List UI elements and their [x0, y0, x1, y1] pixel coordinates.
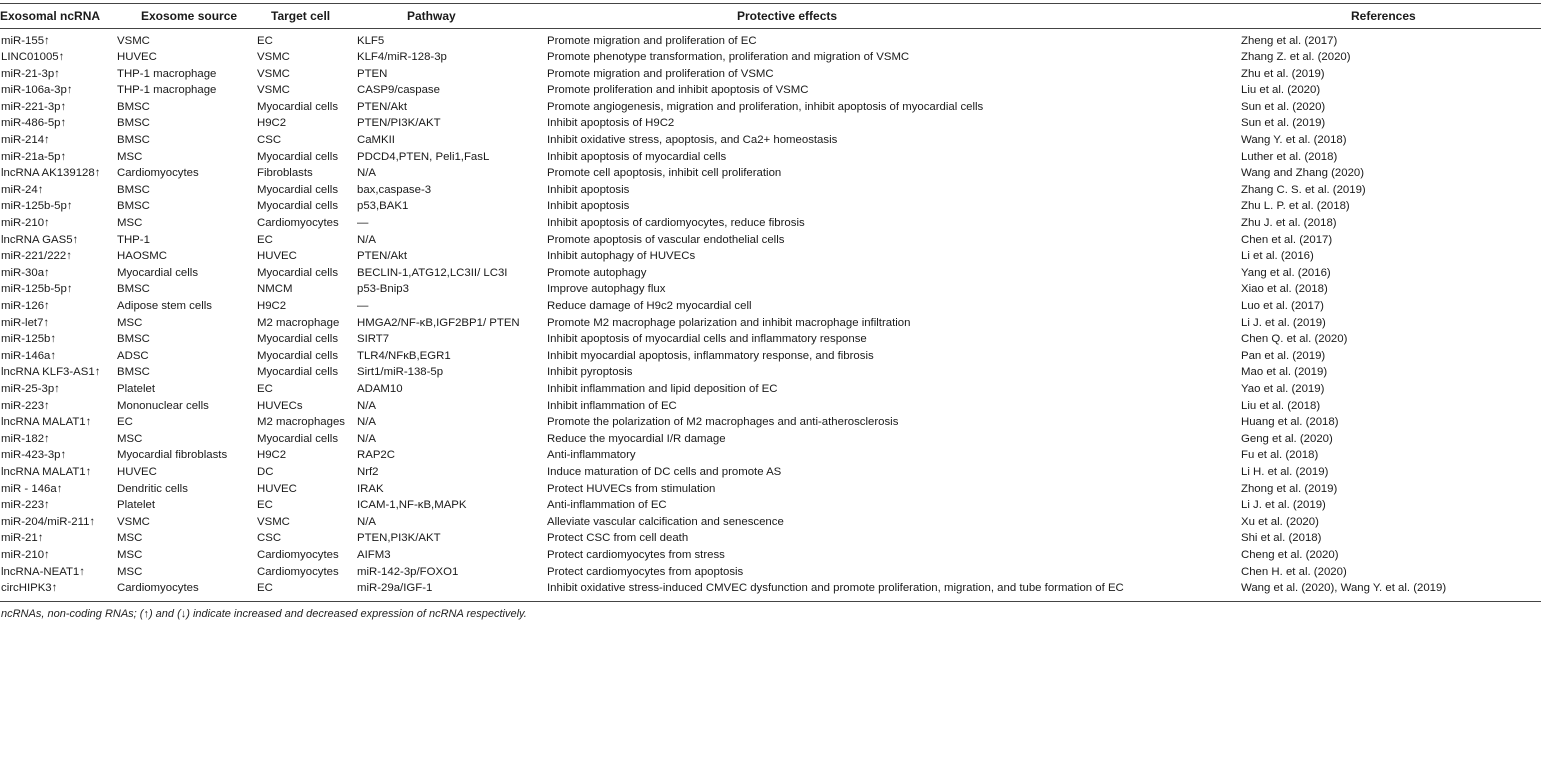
pathway-cell: CASP9/caspase	[357, 84, 440, 97]
target-cell: H9C2	[257, 449, 287, 462]
target-cell: EC	[257, 499, 273, 512]
effects-cell: Anti-inflammation of EC	[547, 499, 667, 512]
pathway-cell: N/A	[357, 233, 376, 246]
pathway-cell: PDCD4,PTEN, Peli1,FasL	[357, 150, 490, 163]
source-cell: Platelet	[117, 499, 155, 512]
source-cell: BMSC	[117, 366, 150, 379]
effects-cell: Inhibit inflammation and lipid deposition of EC	[547, 382, 778, 395]
table-row	[0, 249, 1541, 266]
target-cell: VSMC	[257, 515, 290, 528]
reference-cell: Geng et al. (2020)	[1241, 432, 1333, 445]
ncrna-cell: miR-182↑	[1, 432, 50, 445]
pathway-cell: N/A	[357, 167, 376, 180]
reference-cell: Liu et al. (2020)	[1241, 84, 1321, 97]
source-cell: ADSC	[117, 349, 149, 362]
reference-cell: Zhu L. P. et al. (2018)	[1241, 200, 1350, 213]
source-cell: VSMC	[117, 515, 150, 528]
target-cell: HUVEC	[257, 250, 297, 263]
pathway-cell: SIRT7	[357, 333, 390, 346]
header-pathway: Pathway	[357, 4, 547, 29]
reference-cell: Zhang Z. et al. (2020)	[1241, 51, 1351, 64]
pathway-cell: PTEN	[357, 67, 388, 80]
table-row	[0, 150, 1541, 167]
ncrna-cell: lncRNA-NEAT1↑	[1, 565, 85, 578]
target-cell: M2 macrophages	[257, 416, 346, 429]
pathway-cell: N/A	[357, 515, 376, 528]
reference-cell: Xu et al. (2020)	[1241, 515, 1319, 528]
pathway-cell: BECLIN-1,ATG12,LC3II/ LC3I	[357, 266, 508, 279]
reference-cell: Cheng et al. (2020)	[1241, 548, 1339, 561]
reference-cell: Li et al. (2016)	[1241, 250, 1314, 263]
reference-cell: Huang et al. (2018)	[1241, 416, 1339, 429]
ncrna-cell: lncRNA MALAT1↑	[1, 416, 92, 429]
effects-cell: Promote autophagy	[547, 266, 647, 279]
pathway-cell: N/A	[357, 432, 376, 445]
table-row	[0, 349, 1541, 366]
table-row	[0, 548, 1541, 565]
effects-cell: Inhibit apoptosis of cardiomyocytes, reduce fibrosis	[547, 217, 805, 230]
table-row	[0, 531, 1541, 548]
ncrna-cell: miR-21a-5p↑	[1, 150, 67, 163]
ncrna-cell: miR-126↑	[1, 300, 50, 312]
source-cell: BMSC	[117, 100, 150, 113]
source-cell: Mononuclear cells	[117, 399, 209, 412]
table-body	[0, 28, 1541, 601]
header-target-cell: Target cell	[257, 4, 357, 29]
table-row	[0, 299, 1541, 316]
ncrna-cell: miR-204/miR-211↑	[1, 515, 96, 528]
reference-cell: Zhong et al. (2019)	[1241, 482, 1338, 495]
source-cell: MSC	[117, 565, 143, 578]
pathway-cell: miR-142-3p/FOXO1	[357, 565, 459, 578]
header-exosome-source: Exosome source	[109, 4, 257, 29]
pathway-cell: p53,BAK1	[357, 200, 409, 213]
reference-cell: Pan et al. (2019)	[1241, 349, 1326, 362]
table-row	[0, 282, 1541, 299]
effects-cell: Promote migration and proliferation of EC	[547, 34, 757, 47]
table-row	[0, 482, 1541, 499]
effects-cell: Inhibit autophagy of HUVECs	[547, 250, 696, 263]
source-cell: BMSC	[117, 183, 150, 196]
ncrna-cell: lncRNA MALAT1↑	[1, 465, 92, 478]
effects-cell: Inhibit myocardial apoptosis, inflammatory response, and fibrosis	[547, 349, 874, 362]
table-row	[0, 498, 1541, 515]
ncrna-cell: lncRNA KLF3-AS1↑	[1, 366, 101, 379]
source-cell: Myocardial fibroblasts	[117, 449, 228, 462]
reference-cell: Mao et al. (2019)	[1241, 366, 1328, 379]
pathway-cell: —	[357, 217, 369, 230]
header-references: References	[1241, 4, 1541, 29]
pathway-cell: ICAM-1,NF-κB,MAPK	[357, 499, 467, 512]
source-cell: THP-1 macrophage	[117, 67, 217, 80]
ncrna-cell: lncRNA GAS5↑	[1, 233, 79, 246]
reference-cell: Liu et al. (2018)	[1241, 399, 1321, 412]
exosomal-ncrna-table	[0, 3, 1541, 602]
pathway-cell: HMGA2/NF-κB,IGF2BP1/ PTEN	[357, 316, 520, 329]
effects-cell: Inhibit apoptosis of myocardial cells and inflammatory response	[547, 333, 867, 346]
reference-cell: Zhu et al. (2019)	[1241, 67, 1325, 80]
target-cell: M2 macrophage	[257, 316, 340, 329]
table-row	[0, 100, 1541, 117]
table-row	[0, 166, 1541, 183]
source-cell: MSC	[117, 548, 143, 561]
reference-cell: Luther et al. (2018)	[1241, 150, 1338, 163]
effects-cell: Promote apoptosis of vascular endothelial cells	[547, 233, 785, 246]
source-cell: BMSC	[117, 200, 150, 213]
table-row	[0, 233, 1541, 250]
source-cell: Adipose stem cells	[117, 300, 212, 312]
ncrna-cell: miR-423-3p↑	[1, 449, 67, 462]
reference-cell: Chen Q. et al. (2020)	[1241, 333, 1348, 346]
ncrna-cell: miR-221/222↑	[1, 250, 72, 263]
source-cell: MSC	[117, 432, 143, 445]
pathway-cell: PTEN/Akt	[357, 100, 408, 113]
table-row	[0, 83, 1541, 100]
source-cell: MSC	[117, 150, 143, 163]
table-header	[0, 4, 1541, 29]
pathway-cell: N/A	[357, 399, 376, 412]
target-cell: Myocardial cells	[257, 432, 339, 445]
source-cell: Myocardial cells	[117, 266, 199, 279]
source-cell: Cardiomyocytes	[117, 167, 199, 180]
pathway-cell: bax,caspase-3	[357, 183, 432, 196]
header-protective-effects: Protective effects	[547, 4, 1241, 29]
reference-cell: Wang Y. et al. (2018)	[1241, 134, 1347, 147]
source-cell: BMSC	[117, 117, 150, 130]
reference-cell: Shi et al. (2018)	[1241, 532, 1322, 545]
effects-cell: Improve autophagy flux	[547, 283, 666, 296]
table-row	[0, 28, 1541, 50]
header-exosomal-ncrna: Exosomal ncRNA	[0, 4, 109, 29]
table-row	[0, 133, 1541, 150]
table-row	[0, 415, 1541, 432]
reference-cell: Chen et al. (2017)	[1241, 233, 1333, 246]
table-row	[0, 50, 1541, 67]
table-row	[0, 216, 1541, 233]
reference-cell: Luo et al. (2017)	[1241, 300, 1324, 312]
ncrna-cell: miR-24↑	[1, 183, 44, 196]
source-cell: Platelet	[117, 382, 155, 395]
pathway-cell: PTEN,PI3K/AKT	[357, 532, 441, 545]
effects-cell: Promote migration and proliferation of VSMC	[547, 67, 774, 80]
effects-cell: Promote cell apoptosis, inhibit cell proliferation	[547, 167, 782, 180]
effects-cell: Inhibit apoptosis	[547, 183, 630, 196]
reference-cell: Li H. et al. (2019)	[1241, 465, 1329, 478]
target-cell: H9C2	[257, 117, 287, 130]
effects-cell: Inhibit oxidative stress-induced CMVEC dysfunction and promote proliferation, migration, and tube formation of EC	[547, 581, 1241, 601]
table-row	[0, 581, 1541, 601]
effects-cell: Promote the polarization of M2 macrophages and anti-atherosclerosis	[547, 416, 899, 429]
source-cell: EC	[117, 416, 133, 429]
effects-cell: Protect CSC from cell death	[547, 532, 689, 545]
target-cell: VSMC	[257, 84, 290, 97]
reference-cell: Zhang C. S. et al. (2019)	[1241, 183, 1366, 196]
reference-cell: Yao et al. (2019)	[1241, 382, 1325, 395]
pathway-cell: CaMKII	[357, 134, 395, 147]
pathway-cell: KLF5	[357, 34, 385, 47]
target-cell: EC	[257, 34, 273, 47]
pathway-cell: RAP2C	[357, 449, 395, 462]
reference-cell: Yang et al. (2016)	[1241, 266, 1331, 279]
effects-cell: Protect HUVECs from stimulation	[547, 482, 716, 495]
pathway-cell: Sirt1/miR-138-5p	[357, 366, 444, 379]
ncrna-cell: miR-106a-3p↑	[1, 84, 73, 97]
pathway-cell: p53-Bnip3	[357, 283, 409, 296]
source-cell: HUVEC	[117, 51, 157, 64]
effects-cell: Induce maturation of DC cells and promote AS	[547, 465, 782, 478]
ncrna-cell: miR-486-5p↑	[1, 117, 67, 130]
effects-cell: Promote M2 macrophage polarization and inhibit macrophage infiltration	[547, 316, 911, 329]
table-row	[0, 266, 1541, 283]
target-cell: Myocardial cells	[257, 183, 339, 196]
table-row	[0, 382, 1541, 399]
ncrna-cell: miR-155↑	[1, 34, 50, 47]
target-cell: H9C2	[257, 300, 287, 312]
pathway-cell: PTEN/PI3K/AKT	[357, 117, 441, 130]
effects-cell: Inhibit apoptosis	[547, 200, 630, 213]
target-cell: EC	[257, 233, 273, 246]
target-cell: Cardiomyocytes	[257, 548, 339, 561]
target-cell: Myocardial cells	[257, 349, 339, 362]
target-cell: VSMC	[257, 67, 290, 80]
target-cell: CSC	[257, 134, 282, 147]
pathway-cell: IRAK	[357, 482, 384, 495]
ncrna-cell: miR-let7↑	[1, 316, 50, 329]
target-cell: DC	[257, 465, 274, 478]
target-cell: HUVEC	[257, 482, 297, 495]
table-row	[0, 565, 1541, 582]
reference-cell: Wang et al. (2020), Wang Y. et al. (2019)	[1241, 581, 1541, 601]
ncrna-cell: miR-223↑	[1, 399, 50, 412]
target-cell: Cardiomyocytes	[257, 565, 339, 578]
header-row	[0, 4, 1541, 29]
table-row	[0, 116, 1541, 133]
source-cell: THP-1	[117, 233, 150, 246]
effects-cell: Promote phenotype transformation, proliferation and migration of VSMC	[547, 51, 910, 64]
effects-cell: Anti-inflammatory	[547, 449, 636, 462]
target-cell: EC	[257, 382, 273, 395]
ncrna-cell: miR-221-3p↑	[1, 100, 67, 113]
source-cell: Cardiomyocytes	[109, 581, 257, 601]
pathway-cell: PTEN/Akt	[357, 250, 408, 263]
ncrna-cell: miR-223↑	[1, 499, 50, 512]
table-row	[0, 515, 1541, 532]
effects-cell: Protect cardiomyocytes from apoptosis	[547, 565, 744, 578]
table-row	[0, 199, 1541, 216]
target-cell: HUVECs	[257, 399, 303, 412]
reference-cell: Fu et al. (2018)	[1241, 449, 1319, 462]
source-cell: THP-1 macrophage	[117, 84, 217, 97]
reference-cell: Li J. et al. (2019)	[1241, 316, 1326, 329]
pathway-cell: —	[357, 300, 369, 312]
target-cell: NMCM	[257, 283, 293, 296]
reference-cell: Sun et al. (2020)	[1241, 100, 1326, 113]
ncrna-cell: circHIPK3↑	[0, 581, 109, 601]
target-cell: Cardiomyocytes	[257, 217, 339, 230]
source-cell: VSMC	[117, 34, 150, 47]
effects-cell: Inhibit inflammation of EC	[547, 399, 677, 412]
table-row	[0, 365, 1541, 382]
pathway-cell: ADAM10	[357, 382, 403, 395]
target-cell: Myocardial cells	[257, 150, 339, 163]
target-cell: Myocardial cells	[257, 200, 339, 213]
ncrna-cell: miR-125b-5p↑	[1, 200, 73, 213]
pathway-cell: miR-29a/IGF-1	[357, 581, 547, 601]
target-cell: VSMC	[257, 51, 290, 64]
table-row	[0, 432, 1541, 449]
target-cell: Myocardial cells	[257, 333, 339, 346]
reference-cell: Zhu J. et al. (2018)	[1241, 217, 1337, 230]
source-cell: BMSC	[117, 283, 150, 296]
source-cell: BMSC	[117, 134, 150, 147]
reference-cell: Wang and Zhang (2020)	[1241, 167, 1365, 180]
ncrna-cell: miR-25-3p↑	[1, 382, 60, 395]
table-row	[0, 316, 1541, 333]
source-cell: BMSC	[117, 333, 150, 346]
ncrna-cell: lncRNA AK139128↑	[1, 167, 101, 180]
effects-cell: Promote proliferation and inhibit apoptosis of VSMC	[547, 84, 809, 97]
effects-cell: Alleviate vascular calcification and senescence	[547, 515, 784, 528]
effects-cell: Inhibit pyroptosis	[547, 366, 633, 379]
table-row	[0, 399, 1541, 416]
ncrna-cell: miR - 146a↑	[1, 482, 63, 495]
ncrna-cell: miR-146a↑	[1, 349, 57, 362]
target-cell: Myocardial cells	[257, 266, 339, 279]
pathway-cell: Nrf2	[357, 465, 379, 478]
target-cell: Myocardial cells	[257, 366, 339, 379]
source-cell: MSC	[117, 316, 143, 329]
effects-cell: Inhibit apoptosis of H9C2	[547, 117, 675, 130]
ncrna-cell: miR-125b-5p↑	[1, 283, 73, 296]
pathway-cell: KLF4/miR-128-3p	[357, 51, 447, 64]
ncrna-cell: miR-30a↑	[1, 266, 50, 279]
reference-cell: Xiao et al. (2018)	[1241, 283, 1328, 296]
table-row	[0, 183, 1541, 200]
table-footnote: ncRNAs, non-coding RNAs; (↑) and (↓) indicate increased and decreased expression of ncRNA respectively.	[1, 607, 527, 620]
effects-cell: Inhibit apoptosis of myocardial cells	[547, 150, 727, 163]
table-row	[0, 465, 1541, 482]
effects-cell: Reduce damage of H9c2 myocardial cell	[547, 300, 752, 312]
target-cell: Fibroblasts	[257, 167, 313, 180]
pathway-cell: AIFM3	[357, 548, 391, 561]
ncrna-cell: miR-21-3p↑	[1, 67, 60, 80]
source-cell: HUVEC	[117, 465, 157, 478]
effects-cell: Promote angiogenesis, migration and proliferation, inhibit apoptosis of myocardial cells	[547, 100, 984, 113]
effects-cell: Protect cardiomyocytes from stress	[547, 548, 725, 561]
reference-cell: Zheng et al. (2017)	[1241, 34, 1338, 47]
ncrna-cell: miR-210↑	[1, 217, 50, 230]
target-cell: EC	[257, 581, 357, 601]
pathway-cell: TLR4/NFκB,EGR1	[357, 349, 451, 362]
effects-cell: Reduce the myocardial I/R damage	[547, 432, 726, 445]
table-row	[0, 332, 1541, 349]
table-row	[0, 448, 1541, 465]
effects-cell: Inhibit oxidative stress, apoptosis, and Ca2+ homeostasis	[547, 134, 838, 147]
reference-cell: Sun et al. (2019)	[1241, 117, 1326, 130]
source-cell: HAOSMC	[117, 250, 167, 263]
source-cell: Dendritic cells	[117, 482, 188, 495]
ncrna-cell: miR-125b↑	[1, 333, 57, 346]
ncrna-cell: miR-21↑	[1, 532, 44, 545]
target-cell: CSC	[257, 532, 282, 545]
reference-cell: Li J. et al. (2019)	[1241, 499, 1326, 512]
source-cell: MSC	[117, 217, 143, 230]
ncrna-cell: miR-214↑	[1, 134, 50, 147]
ncrna-cell: LINC01005↑	[1, 51, 65, 64]
target-cell: Myocardial cells	[257, 100, 339, 113]
reference-cell: Chen H. et al. (2020)	[1241, 565, 1347, 578]
pathway-cell: N/A	[357, 416, 376, 429]
table-row	[0, 67, 1541, 84]
ncrna-cell: miR-210↑	[1, 548, 50, 561]
source-cell: MSC	[117, 532, 143, 545]
